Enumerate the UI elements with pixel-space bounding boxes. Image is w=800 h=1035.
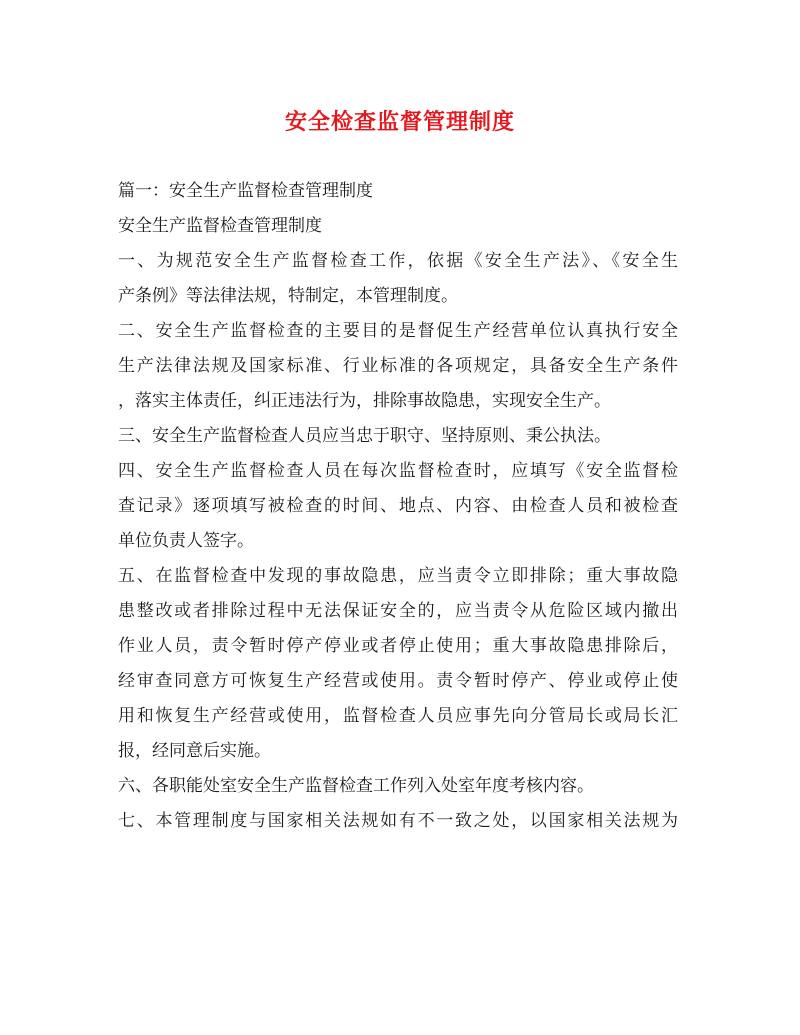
body-line: 五、在监督检查中发现的事故隐患，应当责令立即排除；重大事故隐 [118,566,678,586]
body-line: 报，经同意后实施。 [118,741,271,761]
body-line: 七、本管理制度与国家相关法规如有不一致之处，以国家相关法规为 [118,811,678,831]
body-line: 经审查同意方可恢复生产经营或使用。责令暂时停产、停业或停止使 [118,671,678,691]
body-line: 用和恢复生产经营或使用，监督检查人员应事先向分管局长或局长汇 [118,706,678,726]
body-line: 六、各职能处室安全生产监督检查工作列入处室年度考核内容。 [118,776,594,796]
body-line: 作业人员，责令暂时停产停业或者停止使用；重大事故隐患排除后， [118,636,678,656]
body-line: ，落实主体责任，纠正违法行为，排除事故隐患，实现安全生产。 [118,391,611,411]
body-line: 一、为规范安全生产监督检查工作，依据《安全生产法》、《安全生 [118,251,678,271]
body-line: 患整改或者排除过程中无法保证安全的，应当责令从危险区域内撤出 [118,601,678,621]
body-line: 产条例》等法律法规，特制定，本管理制度。 [118,286,458,306]
document-title: 安全检查监督管理制度 [284,109,515,135]
body-line: 三、安全生产监督检查人员应当忠于职守、坚持原则、秉公执法。 [118,426,611,446]
body-line: 查记录》逐项填写被检查的时间、地点、内容、由检查人员和被检查 [118,496,678,516]
body-line: 生产法律法规及国家标准、行业标准的各项规定，具备安全生产条件 [118,356,678,376]
body-line: 单位负责人签字。 [118,531,254,551]
body-line: 二、安全生产监督检查的主要目的是督促生产经营单位认真执行安全 [118,321,678,341]
body-line: 四、安全生产监督检查人员在每次监督检查时，应填写《安全监督检 [118,461,678,481]
document-body [118,174,678,839]
body-line: 安全生产监督检查管理制度 [118,216,322,236]
body-line: 篇一：安全生产监督检查管理制度 [118,181,373,201]
